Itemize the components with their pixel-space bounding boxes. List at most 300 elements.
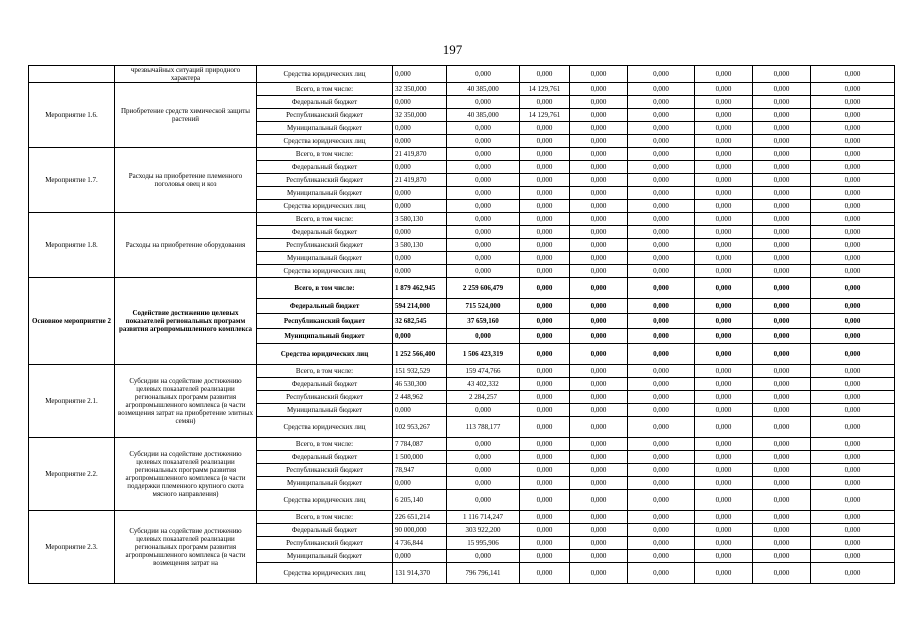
table-body [29, 66, 895, 584]
value-cell: 0,000 [811, 161, 895, 174]
value-cell: 0,000 [695, 524, 753, 537]
funding-source-cell: Республиканский бюджет [257, 239, 393, 252]
funding-source-cell: Всего, в том числе: [257, 365, 393, 378]
value-cell: 0,000 [628, 438, 695, 451]
value-cell: 0,000 [695, 187, 753, 200]
value-cell: 0,000 [628, 252, 695, 265]
funding-source-cell: Всего, в том числе: [257, 213, 393, 226]
value-cell: 0,000 [753, 278, 811, 299]
value-cell: 0,000 [811, 524, 895, 537]
table-row [29, 278, 895, 299]
value-cell: 0,000 [570, 135, 628, 148]
value-cell: 0,000 [520, 438, 570, 451]
value-cell: 0,000 [628, 563, 695, 584]
value-cell: 0,000 [695, 226, 753, 239]
value-cell: 0,000 [811, 537, 895, 550]
value-cell: 46 530,300 [393, 378, 447, 391]
funding-source-cell: Республиканский бюджет [257, 391, 393, 404]
value-cell: 0,000 [447, 265, 520, 278]
funding-source-cell: Средства юридических лиц [257, 265, 393, 278]
funding-source-cell: Всего, в том числе: [257, 278, 393, 299]
value-cell: 0,000 [628, 490, 695, 511]
value-cell: 0,000 [811, 477, 895, 490]
value-cell: 0,000 [393, 404, 447, 417]
value-cell: 0,000 [628, 161, 695, 174]
value-cell: 0,000 [520, 226, 570, 239]
value-cell: 0,000 [753, 365, 811, 378]
value-cell: 0,000 [447, 451, 520, 464]
event-cell: Мероприятие 1.8. [29, 213, 115, 278]
value-cell: 0,000 [628, 391, 695, 404]
value-cell: 0,000 [520, 464, 570, 477]
value-cell: 0,000 [753, 451, 811, 464]
value-cell: 0,000 [628, 174, 695, 187]
value-cell: 15 995,906 [447, 537, 520, 550]
funding-source-cell: Средства юридических лиц [257, 200, 393, 213]
value-cell: 0,000 [753, 524, 811, 537]
value-cell: 0,000 [695, 464, 753, 477]
value-cell: 0,000 [695, 451, 753, 464]
value-cell: 0,000 [628, 226, 695, 239]
funding-source-cell: Муниципальный бюджет [257, 122, 393, 135]
value-cell: 0,000 [628, 96, 695, 109]
value-cell: 0,000 [753, 314, 811, 329]
value-cell: 0,000 [570, 252, 628, 265]
value-cell: 102 953,267 [393, 417, 447, 438]
value-cell: 0,000 [753, 464, 811, 477]
event-name-cell: Субсидии на содействие достижению целевых показателей реализации региональных программ развития агропромышленного комплекса (в части возмещения затрат на приобретение элитных семян) [115, 365, 257, 438]
table-row [29, 213, 895, 226]
value-cell: 0,000 [570, 563, 628, 584]
value-cell: 0,000 [628, 66, 695, 83]
value-cell: 0,000 [628, 200, 695, 213]
value-cell: 0,000 [695, 239, 753, 252]
value-cell: 0,000 [447, 404, 520, 417]
value-cell: 0,000 [393, 187, 447, 200]
value-cell: 0,000 [695, 252, 753, 265]
value-cell: 0,000 [811, 451, 895, 464]
value-cell: 90 000,000 [393, 524, 447, 537]
value-cell: 0,000 [570, 550, 628, 563]
funding-source-cell: Республиканский бюджет [257, 537, 393, 550]
event-name-cell: Расходы на приобретение оборудования [115, 213, 257, 278]
value-cell: 0,000 [628, 122, 695, 135]
value-cell: 0,000 [753, 490, 811, 511]
value-cell: 0,000 [628, 239, 695, 252]
value-cell: 0,000 [520, 174, 570, 187]
value-cell: 0,000 [695, 537, 753, 550]
funding-source-cell: Республиканский бюджет [257, 109, 393, 122]
value-cell: 0,000 [520, 417, 570, 438]
value-cell: 32 350,000 [393, 109, 447, 122]
event-cell: Мероприятие 2.3. [29, 511, 115, 584]
value-cell: 0,000 [811, 200, 895, 213]
event-name-cell: Субсидии на содействие достижению целевых показателей реализации региональных программ развития агропромышленного комплекса (в части поддержки племенного крупного скота мясного направления) [115, 438, 257, 511]
value-cell: 0,000 [753, 344, 811, 365]
value-cell: 0,000 [628, 135, 695, 148]
funding-source-cell: Средства юридических лиц [257, 490, 393, 511]
value-cell: 0,000 [447, 161, 520, 174]
funding-source-cell: Республиканский бюджет [257, 464, 393, 477]
value-cell: 0,000 [570, 490, 628, 511]
value-cell: 0,000 [520, 404, 570, 417]
event-name-cell: Содействие достижению целевых показателей региональных программ развития агропромышленного комплекса [115, 278, 257, 365]
event-name-cell: Приобретение средств химической защиты растений [115, 83, 257, 148]
value-cell: 0,000 [811, 563, 895, 584]
value-cell: 0,000 [570, 329, 628, 344]
value-cell: 0,000 [520, 524, 570, 537]
value-cell: 0,000 [811, 83, 895, 96]
value-cell: 0,000 [447, 252, 520, 265]
value-cell: 0,000 [695, 417, 753, 438]
value-cell: 0,000 [628, 213, 695, 226]
value-cell: 0,000 [570, 109, 628, 122]
value-cell: 0,000 [811, 265, 895, 278]
value-cell: 0,000 [811, 213, 895, 226]
value-cell: 0,000 [628, 451, 695, 464]
value-cell: 0,000 [570, 200, 628, 213]
funding-source-cell: Федеральный бюджет [257, 378, 393, 391]
value-cell: 0,000 [570, 174, 628, 187]
value-cell: 0,000 [520, 550, 570, 563]
value-cell: 0,000 [570, 438, 628, 451]
value-cell: 0,000 [393, 96, 447, 109]
funding-source-cell: Муниципальный бюджет [257, 187, 393, 200]
value-cell: 0,000 [520, 213, 570, 226]
value-cell: 0,000 [570, 96, 628, 109]
funding-source-cell: Средства юридических лиц [257, 135, 393, 148]
value-cell: 0,000 [811, 96, 895, 109]
funding-source-cell: Федеральный бюджет [257, 226, 393, 239]
value-cell: 0,000 [695, 404, 753, 417]
value-cell: 1 500,000 [393, 451, 447, 464]
value-cell: 0,000 [628, 314, 695, 329]
value-cell: 0,000 [811, 299, 895, 314]
value-cell: 0,000 [811, 378, 895, 391]
value-cell: 0,000 [695, 344, 753, 365]
value-cell: 0,000 [520, 278, 570, 299]
value-cell: 0,000 [695, 550, 753, 563]
value-cell: 0,000 [811, 109, 895, 122]
event-cell: Мероприятие 1.6. [29, 83, 115, 148]
funding-source-cell: Муниципальный бюджет [257, 550, 393, 563]
event-name-cell: чрезвычайных ситуаций природного характера [115, 66, 257, 83]
value-cell: 0,000 [393, 265, 447, 278]
value-cell: 0,000 [753, 239, 811, 252]
value-cell: 0,000 [628, 365, 695, 378]
value-cell: 0,000 [570, 344, 628, 365]
value-cell: 0,000 [570, 122, 628, 135]
value-cell: 0,000 [570, 83, 628, 96]
value-cell: 0,000 [753, 252, 811, 265]
value-cell: 7 784,087 [393, 438, 447, 451]
value-cell: 0,000 [628, 537, 695, 550]
table-row [29, 365, 895, 378]
value-cell: 0,000 [753, 299, 811, 314]
value-cell: 0,000 [520, 477, 570, 490]
value-cell: 0,000 [753, 417, 811, 438]
value-cell: 0,000 [570, 477, 628, 490]
value-cell: 0,000 [520, 187, 570, 200]
value-cell: 0,000 [570, 524, 628, 537]
value-cell: 0,000 [393, 161, 447, 174]
value-cell: 0,000 [753, 511, 811, 524]
value-cell: 0,000 [520, 66, 570, 83]
value-cell: 0,000 [447, 148, 520, 161]
value-cell: 0,000 [393, 200, 447, 213]
value-cell: 0,000 [520, 563, 570, 584]
value-cell: 0,000 [811, 404, 895, 417]
funding-source-cell: Всего, в том числе: [257, 148, 393, 161]
event-name-cell: Субсидии на содействие достижению целевых показателей реализации региональных программ развития агропромышленного комплекса (в части возмещения затрат на [115, 511, 257, 584]
value-cell: 0,000 [753, 200, 811, 213]
value-cell: 0,000 [811, 438, 895, 451]
value-cell: 0,000 [570, 391, 628, 404]
funding-source-cell: Муниципальный бюджет [257, 329, 393, 344]
value-cell: 0,000 [570, 378, 628, 391]
funding-source-cell: Средства юридических лиц [257, 344, 393, 365]
value-cell: 0,000 [570, 226, 628, 239]
value-cell: 0,000 [570, 314, 628, 329]
value-cell: 0,000 [695, 148, 753, 161]
event-cell: Основное мероприятие 2 [29, 278, 115, 365]
value-cell: 0,000 [520, 451, 570, 464]
value-cell: 0,000 [520, 200, 570, 213]
funding-source-cell: Муниципальный бюджет [257, 477, 393, 490]
value-cell: 0,000 [695, 109, 753, 122]
value-cell: 0,000 [393, 477, 447, 490]
value-cell: 0,000 [811, 417, 895, 438]
value-cell: 0,000 [447, 174, 520, 187]
value-cell: 0,000 [811, 278, 895, 299]
value-cell: 0,000 [520, 378, 570, 391]
funding-source-cell: Всего, в том числе: [257, 511, 393, 524]
value-cell: 715 524,000 [447, 299, 520, 314]
value-cell: 0,000 [811, 148, 895, 161]
value-cell: 0,000 [695, 265, 753, 278]
funding-source-cell: Всего, в том числе: [257, 438, 393, 451]
value-cell: 1 252 566,400 [393, 344, 447, 365]
value-cell: 0,000 [811, 226, 895, 239]
value-cell: 0,000 [520, 365, 570, 378]
value-cell: 0,000 [447, 477, 520, 490]
value-cell: 0,000 [520, 314, 570, 329]
funding-source-cell: Федеральный бюджет [257, 96, 393, 109]
value-cell: 0,000 [628, 299, 695, 314]
value-cell: 21 419,870 [393, 174, 447, 187]
value-cell: 0,000 [811, 490, 895, 511]
value-cell: 0,000 [570, 511, 628, 524]
value-cell: 0,000 [811, 365, 895, 378]
value-cell: 32 682,545 [393, 314, 447, 329]
value-cell: 0,000 [628, 550, 695, 563]
value-cell: 0,000 [811, 329, 895, 344]
value-cell: 40 385,000 [447, 109, 520, 122]
value-cell: 226 651,214 [393, 511, 447, 524]
value-cell: 0,000 [695, 174, 753, 187]
value-cell: 40 385,000 [447, 83, 520, 96]
value-cell: 0,000 [695, 365, 753, 378]
value-cell: 0,000 [695, 278, 753, 299]
value-cell: 0,000 [753, 438, 811, 451]
value-cell: 0,000 [628, 187, 695, 200]
value-cell: 0,000 [520, 161, 570, 174]
value-cell: 0,000 [447, 438, 520, 451]
value-cell: 0,000 [695, 122, 753, 135]
value-cell: 0,000 [570, 417, 628, 438]
value-cell: 1 116 714,247 [447, 511, 520, 524]
value-cell: 0,000 [753, 135, 811, 148]
value-cell: 159 474,766 [447, 365, 520, 378]
value-cell: 0,000 [628, 511, 695, 524]
value-cell: 0,000 [447, 187, 520, 200]
value-cell: 0,000 [570, 265, 628, 278]
value-cell: 0,000 [811, 550, 895, 563]
event-name-cell: Расходы на приобретение племенного поголовья овец и коз [115, 148, 257, 213]
value-cell: 32 350,000 [393, 83, 447, 96]
value-cell: 0,000 [628, 344, 695, 365]
value-cell: 1 506 423,319 [447, 344, 520, 365]
value-cell: 0,000 [628, 404, 695, 417]
value-cell: 0,000 [695, 329, 753, 344]
value-cell: 0,000 [520, 344, 570, 365]
funding-source-cell: Муниципальный бюджет [257, 404, 393, 417]
value-cell: 0,000 [447, 66, 520, 83]
value-cell: 0,000 [447, 329, 520, 344]
value-cell: 0,000 [447, 490, 520, 511]
value-cell: 0,000 [695, 511, 753, 524]
value-cell: 0,000 [520, 148, 570, 161]
value-cell: 0,000 [753, 96, 811, 109]
budget-table [28, 65, 895, 584]
table-row [29, 438, 895, 451]
value-cell: 0,000 [753, 329, 811, 344]
page-number: 197 [442, 42, 463, 57]
value-cell: 0,000 [570, 537, 628, 550]
funding-source-cell: Средства юридических лиц [257, 563, 393, 584]
value-cell: 0,000 [570, 161, 628, 174]
value-cell: 0,000 [628, 278, 695, 299]
value-cell: 37 659,160 [447, 314, 520, 329]
funding-source-cell: Муниципальный бюджет [257, 252, 393, 265]
value-cell: 0,000 [695, 83, 753, 96]
value-cell: 2 448,962 [393, 391, 447, 404]
value-cell: 4 736,844 [393, 537, 447, 550]
value-cell: 0,000 [447, 213, 520, 226]
value-cell: 0,000 [628, 378, 695, 391]
table-row [29, 83, 895, 96]
value-cell: 0,000 [628, 109, 695, 122]
value-cell: 0,000 [570, 464, 628, 477]
value-cell: 0,000 [695, 200, 753, 213]
value-cell: 0,000 [628, 524, 695, 537]
value-cell: 131 914,370 [393, 563, 447, 584]
value-cell: 0,000 [695, 96, 753, 109]
table-row [29, 148, 895, 161]
value-cell: 303 922,200 [447, 524, 520, 537]
value-cell: 0,000 [753, 187, 811, 200]
value-cell: 0,000 [753, 563, 811, 584]
value-cell: 0,000 [520, 239, 570, 252]
value-cell: 0,000 [753, 378, 811, 391]
value-cell: 0,000 [628, 83, 695, 96]
value-cell: 0,000 [447, 464, 520, 477]
value-cell: 594 214,000 [393, 299, 447, 314]
value-cell: 0,000 [811, 135, 895, 148]
value-cell: 0,000 [753, 226, 811, 239]
value-cell: 0,000 [753, 213, 811, 226]
value-cell: 0,000 [695, 66, 753, 83]
funding-source-cell: Средства юридических лиц [257, 66, 393, 83]
value-cell: 0,000 [811, 66, 895, 83]
value-cell: 0,000 [811, 344, 895, 365]
value-cell: 0,000 [570, 451, 628, 464]
value-cell: 21 419,870 [393, 148, 447, 161]
value-cell: 0,000 [628, 329, 695, 344]
value-cell: 0,000 [753, 174, 811, 187]
value-cell: 3 580,130 [393, 213, 447, 226]
value-cell: 6 205,140 [393, 490, 447, 511]
value-cell: 0,000 [393, 252, 447, 265]
value-cell: 14 129,761 [520, 109, 570, 122]
value-cell: 0,000 [520, 265, 570, 278]
value-cell: 0,000 [753, 161, 811, 174]
value-cell: 43 402,332 [447, 378, 520, 391]
value-cell: 3 580,130 [393, 239, 447, 252]
table-row [29, 66, 895, 83]
value-cell: 0,000 [695, 563, 753, 584]
value-cell: 0,000 [447, 239, 520, 252]
value-cell: 0,000 [811, 314, 895, 329]
value-cell: 0,000 [447, 96, 520, 109]
value-cell: 0,000 [695, 299, 753, 314]
value-cell: 1 879 462,945 [393, 278, 447, 299]
table-row [29, 511, 895, 524]
value-cell: 0,000 [811, 174, 895, 187]
funding-source-cell: Всего, в том числе: [257, 83, 393, 96]
value-cell: 0,000 [811, 252, 895, 265]
value-cell: 0,000 [753, 550, 811, 563]
value-cell: 0,000 [447, 135, 520, 148]
value-cell: 0,000 [393, 122, 447, 135]
event-cell: Мероприятие 1.7. [29, 148, 115, 213]
value-cell: 0,000 [520, 490, 570, 511]
event-cell: Мероприятие 2.2. [29, 438, 115, 511]
value-cell: 0,000 [628, 265, 695, 278]
value-cell: 78,947 [393, 464, 447, 477]
value-cell: 0,000 [753, 391, 811, 404]
value-cell: 0,000 [520, 252, 570, 265]
value-cell: 0,000 [695, 314, 753, 329]
value-cell: 0,000 [393, 66, 447, 83]
value-cell: 0,000 [570, 278, 628, 299]
value-cell: 0,000 [753, 477, 811, 490]
value-cell: 0,000 [753, 122, 811, 135]
funding-source-cell: Федеральный бюджет [257, 451, 393, 464]
value-cell: 0,000 [753, 404, 811, 417]
value-cell: 0,000 [753, 148, 811, 161]
value-cell: 0,000 [811, 239, 895, 252]
value-cell: 0,000 [520, 537, 570, 550]
value-cell: 2 259 606,479 [447, 278, 520, 299]
value-cell: 0,000 [811, 464, 895, 477]
value-cell: 0,000 [520, 511, 570, 524]
value-cell: 0,000 [520, 122, 570, 135]
value-cell: 0,000 [695, 477, 753, 490]
value-cell: 0,000 [695, 438, 753, 451]
value-cell: 0,000 [753, 537, 811, 550]
value-cell: 0,000 [570, 213, 628, 226]
